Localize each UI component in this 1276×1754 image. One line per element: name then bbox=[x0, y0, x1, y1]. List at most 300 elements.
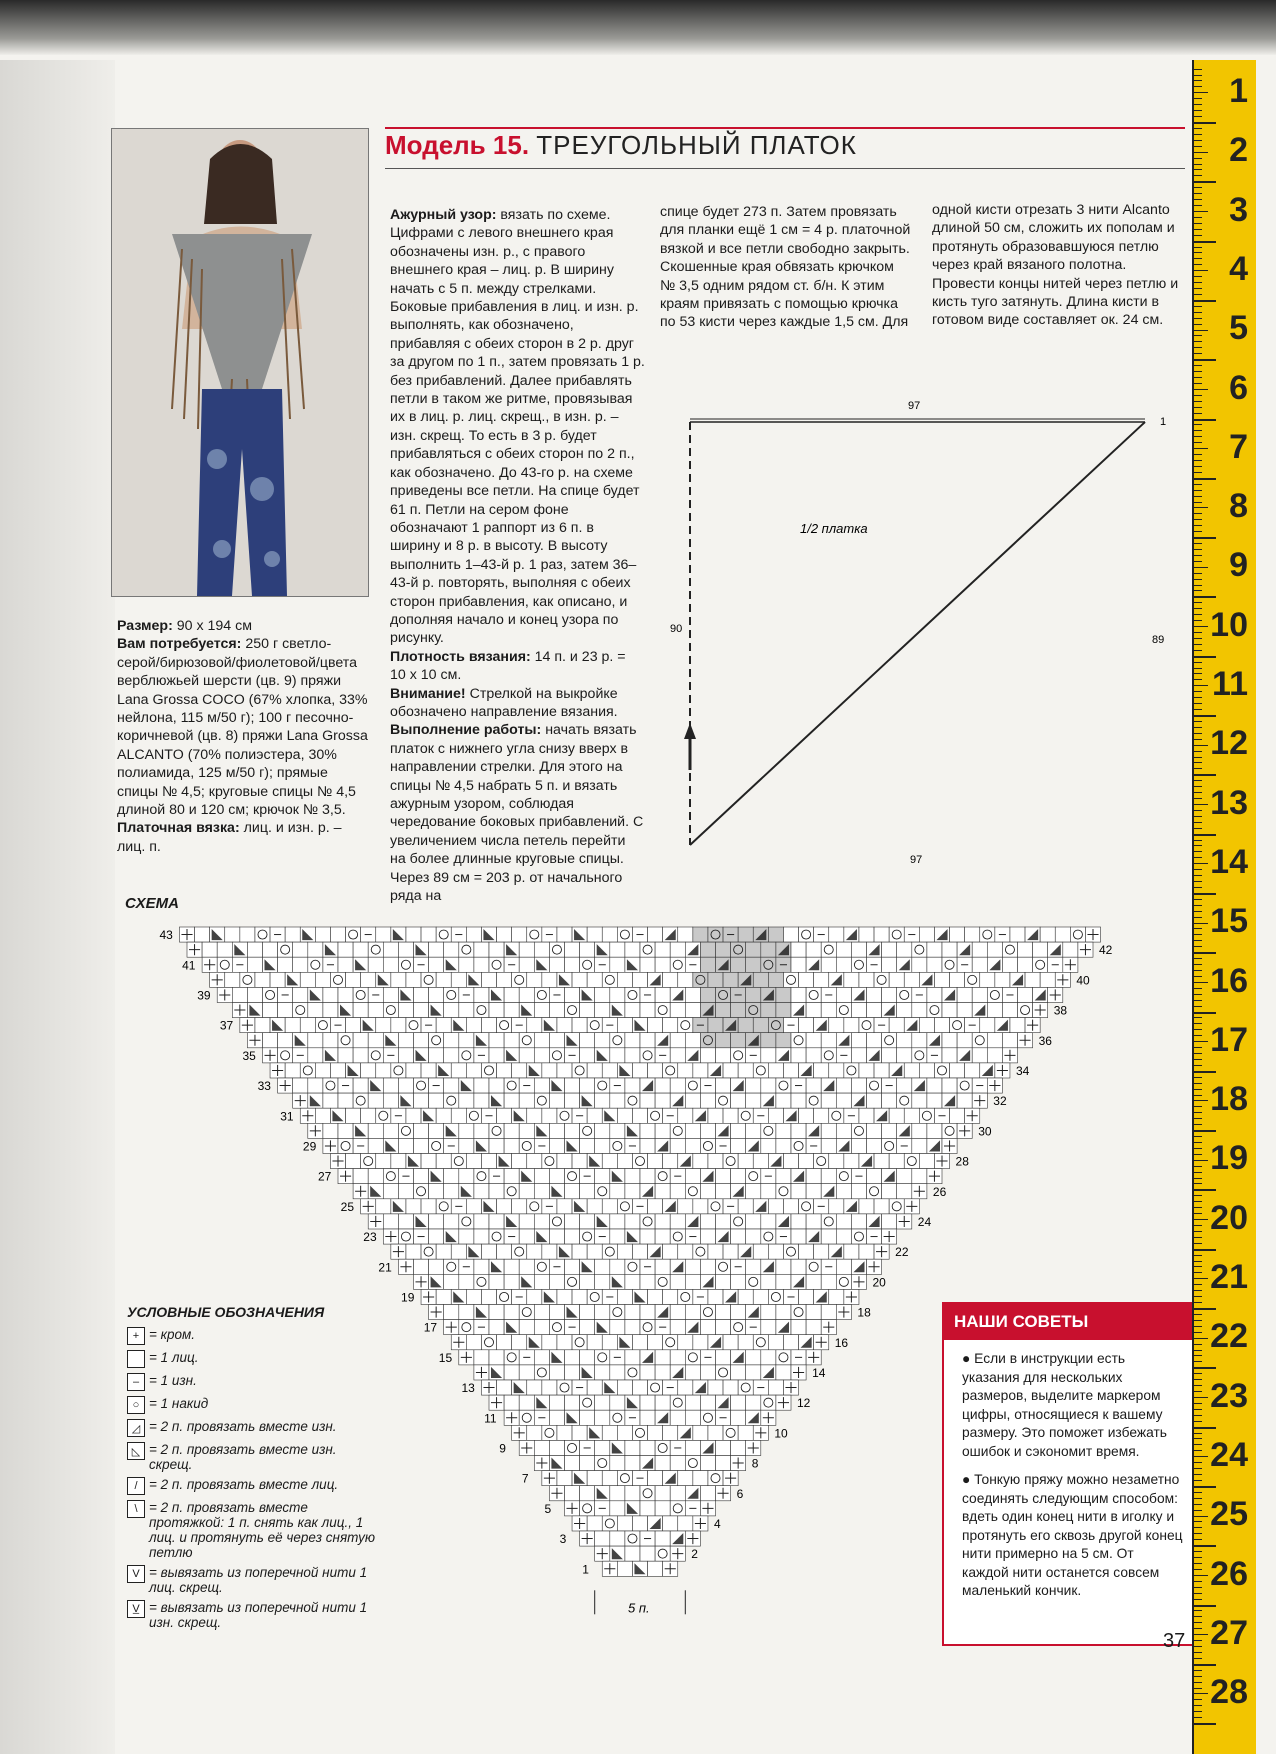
ruler-minor-tick bbox=[1194, 430, 1202, 431]
ruler-minor-tick bbox=[1194, 887, 1202, 888]
chart-row bbox=[519, 1440, 761, 1455]
ruler-minor-tick bbox=[1194, 1178, 1202, 1179]
chart-row-number-left: 41 bbox=[182, 958, 196, 973]
legend-item bbox=[127, 1500, 377, 1560]
ruler-tick bbox=[1194, 1723, 1216, 1725]
ruler-minor-tick bbox=[1194, 175, 1202, 176]
garter-text: лиц. и изн. р. – лиц. п. bbox=[117, 820, 342, 855]
chart-row-number-left: 11 bbox=[484, 1411, 497, 1426]
ruler-minor-tick bbox=[1194, 146, 1202, 147]
ruler-minor-tick bbox=[1194, 1124, 1202, 1125]
top-measure: 97 bbox=[908, 400, 921, 412]
ruler-minor-tick bbox=[1194, 1112, 1202, 1113]
garter-label: Платочная вязка: bbox=[117, 820, 240, 837]
pattern-diagonal-edge bbox=[690, 422, 1145, 845]
legend-item bbox=[127, 1373, 377, 1391]
ruler-minor-tick bbox=[1194, 940, 1202, 941]
ruler-minor-tick bbox=[1194, 786, 1202, 787]
legend-text: = 2 п. провязать вместе протяжкой: 1 п. снять как лиц., 1 лиц. и протянуть её через снятую петлю bbox=[149, 1500, 376, 1560]
ruler-minor-tick bbox=[1194, 1100, 1208, 1101]
ruler-minor-tick bbox=[1194, 1397, 1208, 1398]
ruler-tick bbox=[1194, 1249, 1216, 1251]
ruler-minor-tick bbox=[1194, 1385, 1202, 1386]
ruler-minor-tick bbox=[1194, 1421, 1202, 1422]
woman-with-shawl-illustration bbox=[112, 129, 368, 596]
legend-text: = 2 п. провязать вместе лиц. bbox=[149, 1477, 339, 1492]
ruler-minor-tick bbox=[1194, 721, 1202, 722]
chart-row bbox=[534, 1456, 745, 1471]
ruler-minor-tick bbox=[1194, 1017, 1202, 1018]
materials-block bbox=[117, 617, 372, 856]
ruler-minor-tick bbox=[1194, 881, 1202, 882]
ruler-tick bbox=[1194, 952, 1216, 954]
chart-row bbox=[383, 1229, 896, 1244]
legend-list bbox=[127, 1327, 377, 1630]
chart-row-number-right: 30 bbox=[978, 1124, 992, 1139]
ruler-minor-tick bbox=[1194, 193, 1202, 194]
ruler-minor-tick bbox=[1194, 247, 1202, 248]
ruler-minor-tick bbox=[1194, 1693, 1208, 1694]
ruler-minor-tick bbox=[1194, 1587, 1202, 1588]
ruler-minor-tick bbox=[1194, 573, 1202, 574]
chart-row bbox=[217, 987, 1063, 1002]
ruler-minor-tick bbox=[1194, 1640, 1202, 1641]
ruler-minor-tick bbox=[1194, 917, 1202, 918]
ruler-minor-tick bbox=[1194, 513, 1202, 514]
ruler-minor-tick bbox=[1194, 1557, 1202, 1558]
ruler-tick bbox=[1194, 537, 1216, 539]
ruler-tick bbox=[1194, 1308, 1216, 1310]
ruler-minor-tick bbox=[1194, 620, 1202, 621]
ruler-minor-tick bbox=[1194, 1699, 1202, 1700]
ruler-minor-tick bbox=[1194, 324, 1202, 325]
ruler-minor-tick bbox=[1194, 1000, 1202, 1001]
legend-title: УСЛОВНЫЕ ОБОЗНАЧЕНИЯ bbox=[127, 1304, 325, 1320]
ruler-minor-tick bbox=[1194, 1610, 1202, 1611]
ruler-minor-tick bbox=[1194, 312, 1202, 313]
ruler-minor-tick bbox=[1194, 679, 1202, 680]
legend-item bbox=[127, 1327, 377, 1345]
ruler-tick bbox=[1194, 478, 1216, 480]
ruler-minor-tick bbox=[1194, 1492, 1202, 1493]
ruler-tick bbox=[1194, 656, 1216, 658]
ruler-minor-tick bbox=[1194, 1652, 1202, 1653]
ruler-minor-tick bbox=[1194, 205, 1202, 206]
bottom-measure: 97 bbox=[910, 854, 923, 866]
ruler-minor-tick bbox=[1194, 1450, 1202, 1451]
ruler-minor-tick bbox=[1194, 567, 1208, 568]
ruler-minor-tick bbox=[1194, 466, 1202, 467]
ruler-minor-tick bbox=[1194, 632, 1202, 633]
chart-row-number-left: 29 bbox=[302, 1139, 317, 1154]
page-number: 37 bbox=[1163, 1630, 1186, 1652]
tip-2: ● Тонкую пряжу можно незаметно соединять следующим способом: вдеть один конец нити в иголку и протянуть его сквозь другой конец нити примерно на 5 см. От каждой нити останется совсем маленький кончик. bbox=[962, 1472, 1183, 1598]
ruler-minor-tick bbox=[1194, 1237, 1202, 1238]
legend-symbol: / bbox=[127, 1477, 145, 1495]
chart-row-number-right: 6 bbox=[736, 1486, 744, 1501]
ruler-minor-tick bbox=[1194, 223, 1202, 224]
chart-row-number-left: 15 bbox=[438, 1350, 453, 1365]
chart-row-number-right: 32 bbox=[993, 1094, 1007, 1109]
chart-row bbox=[595, 1546, 686, 1561]
ruler-tick bbox=[1194, 1427, 1216, 1429]
ruler-minor-tick bbox=[1194, 69, 1202, 70]
ruler-minor-tick bbox=[1194, 413, 1202, 414]
ruler-minor-tick bbox=[1194, 92, 1208, 93]
ruler-minor-tick bbox=[1194, 988, 1202, 989]
ruler-minor-tick bbox=[1194, 1646, 1202, 1647]
ruler-minor-tick bbox=[1194, 1053, 1202, 1054]
tips-title: НАШИ СОВЕТЫ bbox=[944, 1304, 1194, 1340]
legend-text: = 1 лиц. bbox=[149, 1350, 199, 1365]
ruler-number: 23 bbox=[1210, 1376, 1248, 1415]
ruler-minor-tick bbox=[1194, 1616, 1202, 1617]
ruler-minor-tick bbox=[1194, 98, 1202, 99]
chart-row bbox=[512, 1425, 769, 1440]
ruler-number: 4 bbox=[1229, 249, 1248, 288]
ruler-minor-tick bbox=[1194, 442, 1202, 443]
chart-row-number-left: 3 bbox=[559, 1532, 567, 1547]
ruler-number: 11 bbox=[1212, 665, 1248, 703]
ruler-minor-tick bbox=[1194, 1433, 1202, 1434]
knit-direction-arrow-icon bbox=[684, 723, 696, 739]
chart-row-number-right: 20 bbox=[872, 1275, 886, 1290]
chart-row bbox=[474, 1365, 806, 1380]
ruler-tick bbox=[1194, 122, 1216, 124]
ruler-number: 17 bbox=[1210, 1020, 1248, 1059]
ruler-minor-tick bbox=[1194, 869, 1202, 870]
ruler-minor-tick bbox=[1194, 851, 1202, 852]
ruler-minor-tick bbox=[1194, 644, 1202, 645]
legend-symbol: V̲ bbox=[127, 1600, 145, 1618]
ruler-minor-tick bbox=[1194, 1089, 1202, 1090]
ruler-tick bbox=[1194, 1605, 1216, 1607]
ruler-number: 1 bbox=[1229, 72, 1248, 110]
scan-top-edge bbox=[0, 0, 1276, 55]
ruler-minor-tick bbox=[1194, 1243, 1202, 1244]
ruler-minor-tick bbox=[1194, 733, 1202, 734]
ruler-minor-tick bbox=[1194, 1041, 1208, 1042]
ruler-minor-tick bbox=[1194, 1521, 1202, 1522]
legend-text: = вывязать из поперечной нити 1 лиц. скрещ. bbox=[149, 1565, 368, 1595]
ruler-minor-tick bbox=[1194, 798, 1202, 799]
density-text: 14 п. и 23 р. = 10 х 10 см. bbox=[390, 648, 626, 684]
ruler-tick bbox=[1194, 241, 1216, 243]
ruler-minor-tick bbox=[1194, 282, 1202, 283]
chart-row bbox=[179, 927, 1100, 942]
ruler-minor-tick bbox=[1194, 1498, 1202, 1499]
ruler-minor-tick bbox=[1194, 1628, 1202, 1629]
chart-row-number-right: 38 bbox=[1053, 1003, 1068, 1018]
legend-symbol bbox=[127, 1350, 145, 1368]
ruler-minor-tick bbox=[1194, 673, 1202, 674]
ruler-number: 25 bbox=[1210, 1495, 1248, 1534]
chart-row bbox=[293, 1093, 988, 1108]
ruler-minor-tick bbox=[1194, 745, 1208, 746]
ruler-minor-tick bbox=[1194, 110, 1202, 111]
chart-row bbox=[308, 1123, 972, 1138]
chart-row bbox=[278, 1078, 1003, 1093]
chart-row bbox=[323, 1138, 957, 1153]
chart-row bbox=[240, 1018, 1040, 1033]
ruler-minor-tick bbox=[1194, 911, 1202, 912]
legend-text: = кром. bbox=[149, 1327, 196, 1342]
chart-row-number-right: 10 bbox=[774, 1426, 788, 1441]
ruler-minor-tick bbox=[1194, 460, 1202, 461]
ruler-minor-tick bbox=[1194, 229, 1202, 230]
ruler-minor-tick bbox=[1194, 377, 1202, 378]
ruler-tick bbox=[1194, 596, 1216, 598]
ruler-minor-tick bbox=[1194, 1682, 1202, 1683]
ruler-number: 2 bbox=[1229, 131, 1248, 170]
ruler-minor-tick bbox=[1194, 1029, 1202, 1030]
ruler-minor-tick bbox=[1194, 1516, 1208, 1517]
ruler-minor-tick bbox=[1194, 1717, 1202, 1718]
ruler-minor-tick bbox=[1194, 1172, 1202, 1173]
ruler-minor-tick bbox=[1194, 899, 1202, 900]
ruler-minor-tick bbox=[1194, 1148, 1202, 1149]
ruler-minor-tick bbox=[1194, 158, 1202, 159]
chart-row-number-left: 5 bbox=[544, 1501, 552, 1516]
ruler-minor-tick bbox=[1194, 555, 1202, 556]
legend-item bbox=[127, 1442, 377, 1472]
ruler-minor-tick bbox=[1194, 928, 1202, 929]
chart-row bbox=[232, 1003, 1047, 1018]
legend-text: = 1 изн. bbox=[149, 1373, 197, 1388]
ruler-minor-tick bbox=[1194, 347, 1202, 348]
chart-title: СХЕМА bbox=[125, 895, 179, 912]
ruler-minor-tick bbox=[1194, 1622, 1202, 1623]
ruler-minor-tick bbox=[1194, 1195, 1202, 1196]
chart-row bbox=[481, 1380, 798, 1395]
ruler-minor-tick bbox=[1194, 1551, 1202, 1552]
ruler-tick bbox=[1194, 1486, 1216, 1488]
chart-row bbox=[330, 1154, 949, 1169]
ruler-minor-tick bbox=[1194, 970, 1202, 971]
ruler-minor-tick bbox=[1194, 1272, 1202, 1273]
chart-row bbox=[504, 1410, 776, 1425]
ruler-tick bbox=[1194, 1189, 1216, 1191]
ruler-minor-tick bbox=[1194, 614, 1202, 615]
ruler-minor-tick bbox=[1194, 1284, 1202, 1285]
ruler-tick bbox=[1194, 181, 1216, 183]
ruler-minor-tick bbox=[1194, 1154, 1202, 1155]
ruler-number: 14 bbox=[1210, 842, 1248, 881]
ruler-minor-tick bbox=[1194, 1219, 1208, 1220]
ruler-number: 19 bbox=[1210, 1139, 1248, 1178]
ruler-minor-tick bbox=[1194, 1504, 1202, 1505]
ruler-minor-tick bbox=[1194, 306, 1202, 307]
ruler-minor-tick bbox=[1194, 751, 1202, 752]
ruler-minor-tick bbox=[1194, 549, 1202, 550]
ruler-minor-tick bbox=[1194, 1456, 1208, 1457]
ruler-minor-tick bbox=[1194, 276, 1202, 277]
ruler-minor-tick bbox=[1194, 934, 1202, 935]
ruler-minor-tick bbox=[1194, 1688, 1202, 1689]
ruler-minor-tick bbox=[1194, 199, 1202, 200]
chart-row-number-right: 42 bbox=[1099, 943, 1113, 958]
ruler-minor-tick bbox=[1194, 1403, 1202, 1404]
legend-item bbox=[127, 1477, 377, 1495]
ruler-minor-tick bbox=[1194, 1670, 1202, 1671]
chart-row-number-left: 39 bbox=[197, 988, 211, 1003]
work-text: начать вязать платок с нижнего угла снизу вверх в направлении стрелки. Для этого на спицы № 4,5 набрать 5 п. и вязать ажурным узором, соблюдая чередование боковых прибавлений. С увеличением числа петель перейти на более длинные круговые спицы. Через 89 см = 203 р. от начального ряда на bbox=[390, 722, 644, 905]
chart-row-number-right: 16 bbox=[834, 1335, 849, 1350]
chart-row-number-left: 33 bbox=[257, 1079, 271, 1094]
chart-row bbox=[353, 1184, 927, 1199]
chart-row-number-left: 7 bbox=[521, 1471, 529, 1486]
chart-row-number-right: 22 bbox=[895, 1245, 909, 1260]
ruler-number: 10 bbox=[1210, 605, 1248, 644]
legend-symbol: + bbox=[127, 1327, 145, 1345]
ruler-minor-tick bbox=[1194, 1379, 1202, 1380]
ruler-minor-tick bbox=[1194, 668, 1202, 669]
ruler-minor-tick bbox=[1194, 1391, 1202, 1392]
ruler-minor-tick bbox=[1194, 341, 1202, 342]
chart-row bbox=[270, 1063, 1010, 1078]
ruler-minor-tick bbox=[1194, 1278, 1208, 1279]
ruler-minor-tick bbox=[1194, 472, 1202, 473]
ruler-minor-tick bbox=[1194, 1510, 1202, 1511]
ruler-minor-tick bbox=[1194, 1083, 1202, 1084]
ruler-minor-tick bbox=[1194, 590, 1202, 591]
ruler-minor-tick bbox=[1194, 1569, 1202, 1570]
chart-row bbox=[398, 1259, 881, 1274]
ruler-minor-tick bbox=[1194, 608, 1202, 609]
ruler-minor-tick bbox=[1194, 1314, 1202, 1315]
chart-row bbox=[542, 1471, 738, 1486]
ruler-number: 26 bbox=[1210, 1554, 1248, 1593]
ruler-tick bbox=[1194, 1545, 1216, 1547]
ruler-minor-tick bbox=[1194, 365, 1202, 366]
chart-row-number-right: 40 bbox=[1076, 973, 1090, 988]
chart-row-number-left: 21 bbox=[378, 1260, 392, 1275]
chart-row-number-left: 23 bbox=[363, 1230, 377, 1245]
ruler-minor-tick bbox=[1194, 1290, 1202, 1291]
chart-row-number-left: 25 bbox=[340, 1199, 355, 1214]
ruler-minor-tick bbox=[1194, 691, 1202, 692]
ruler-tick bbox=[1194, 715, 1216, 717]
ruler-minor-tick bbox=[1194, 1527, 1202, 1528]
ruler-minor-tick bbox=[1194, 703, 1202, 704]
chart-row bbox=[429, 1305, 852, 1320]
ruler-minor-tick bbox=[1194, 1332, 1202, 1333]
ruler-minor-tick bbox=[1194, 709, 1202, 710]
ruler-minor-tick bbox=[1194, 134, 1202, 135]
ruler-minor-tick bbox=[1194, 561, 1202, 562]
legend-item bbox=[127, 1396, 377, 1414]
ruler-minor-tick bbox=[1194, 982, 1208, 983]
legend-text: = 2 п. провязать вместе изн. скрещ. bbox=[149, 1442, 337, 1472]
ruler-number: 24 bbox=[1210, 1435, 1248, 1474]
ruler-minor-tick bbox=[1194, 252, 1202, 253]
ruler-minor-tick bbox=[1194, 1231, 1202, 1232]
chart-row-number-right: 4 bbox=[713, 1517, 721, 1531]
chart-row bbox=[565, 1501, 716, 1516]
ruler-number: 7 bbox=[1229, 427, 1248, 466]
lace-label: Ажурный узор: bbox=[390, 207, 497, 223]
ruler-minor-tick bbox=[1194, 330, 1208, 331]
ruler-minor-tick bbox=[1194, 585, 1202, 586]
ruler-minor-tick bbox=[1194, 1711, 1202, 1712]
ruler-minor-tick bbox=[1194, 828, 1202, 829]
legend-text: = 2 п. провязать вместе изн. bbox=[149, 1419, 337, 1434]
ruler-minor-tick bbox=[1194, 1296, 1202, 1297]
chart-row-number-right: 18 bbox=[857, 1305, 871, 1320]
ruler-number: 13 bbox=[1210, 783, 1248, 822]
ruler-minor-tick bbox=[1194, 1320, 1202, 1321]
chart-row bbox=[580, 1531, 701, 1546]
chart-row bbox=[187, 942, 1093, 957]
ruler-minor-tick bbox=[1194, 1474, 1202, 1475]
ruler-minor-tick bbox=[1194, 1581, 1202, 1582]
ruler-minor-tick bbox=[1194, 389, 1208, 390]
ruler-tick bbox=[1194, 1012, 1216, 1014]
title-dot: . bbox=[521, 130, 530, 160]
ruler-minor-tick bbox=[1194, 923, 1208, 924]
ruler-minor-tick bbox=[1194, 407, 1202, 408]
model-photo bbox=[111, 128, 369, 597]
ruler-minor-tick bbox=[1194, 626, 1208, 627]
ruler-minor-tick bbox=[1194, 994, 1202, 995]
legend-item bbox=[127, 1565, 377, 1595]
chart-row bbox=[361, 1199, 920, 1214]
ruler-number: 22 bbox=[1210, 1317, 1248, 1356]
ruler-minor-tick bbox=[1194, 1095, 1202, 1096]
left-measure: 90 bbox=[670, 623, 683, 635]
shawl-pattern-diagram bbox=[660, 395, 1180, 875]
ruler-minor-tick bbox=[1194, 863, 1208, 864]
ruler-minor-tick bbox=[1194, 1006, 1202, 1007]
instructions-column-3: одной кисти отрезать 3 нити Alcanto длиной 50 см, сложить их пополам и протянуть образовавшуюся петлю через край вязаного полотна. Провести концы нитей через петлю и кисть туго затянуть. Длина кисти в готовом виде составляет ок. 24 см. bbox=[932, 202, 1179, 329]
ruler-minor-tick bbox=[1194, 1350, 1202, 1351]
chart-row bbox=[263, 1048, 1018, 1063]
ruler-tick bbox=[1194, 300, 1216, 302]
previous-page-edge bbox=[0, 60, 115, 1754]
ruler-minor-tick bbox=[1194, 1023, 1202, 1024]
chart-width-label: 5 п. bbox=[628, 1600, 650, 1615]
ruler-minor-tick bbox=[1194, 1355, 1202, 1356]
ruler-minor-tick bbox=[1194, 152, 1208, 153]
density-label: Плотность вязания: bbox=[390, 648, 531, 665]
ruler-minor-tick bbox=[1194, 1438, 1202, 1439]
right-measure: 89 bbox=[1152, 634, 1165, 646]
ruler-minor-tick bbox=[1194, 1361, 1202, 1362]
ruler-minor-tick bbox=[1194, 875, 1202, 876]
ruler-minor-tick bbox=[1194, 383, 1202, 384]
ruler-number: 20 bbox=[1210, 1198, 1248, 1237]
ruler-tick bbox=[1194, 1664, 1216, 1666]
chart-row bbox=[421, 1289, 859, 1304]
ruler-minor-tick bbox=[1194, 1409, 1202, 1410]
ruler-minor-tick bbox=[1194, 1225, 1202, 1226]
ruler-minor-tick bbox=[1194, 1035, 1202, 1036]
ruler-minor-tick bbox=[1194, 602, 1202, 603]
ruler-minor-tick bbox=[1194, 1266, 1202, 1267]
ruler-minor-tick bbox=[1194, 318, 1202, 319]
chart-row bbox=[247, 1033, 1032, 1048]
chart-row-number-left: 27 bbox=[318, 1169, 332, 1184]
chart-row-number-left: 19 bbox=[401, 1290, 415, 1305]
instructions-column-1 bbox=[390, 206, 645, 905]
title-rule bbox=[385, 127, 1185, 129]
ruler-minor-tick bbox=[1194, 1201, 1202, 1202]
chart-row-number-left: 37 bbox=[219, 1018, 234, 1033]
chart-row-number-right: 24 bbox=[917, 1215, 932, 1229]
chart-row-number-left: 35 bbox=[242, 1048, 256, 1063]
ruler-minor-tick bbox=[1194, 424, 1202, 425]
chart-row bbox=[202, 957, 1078, 972]
